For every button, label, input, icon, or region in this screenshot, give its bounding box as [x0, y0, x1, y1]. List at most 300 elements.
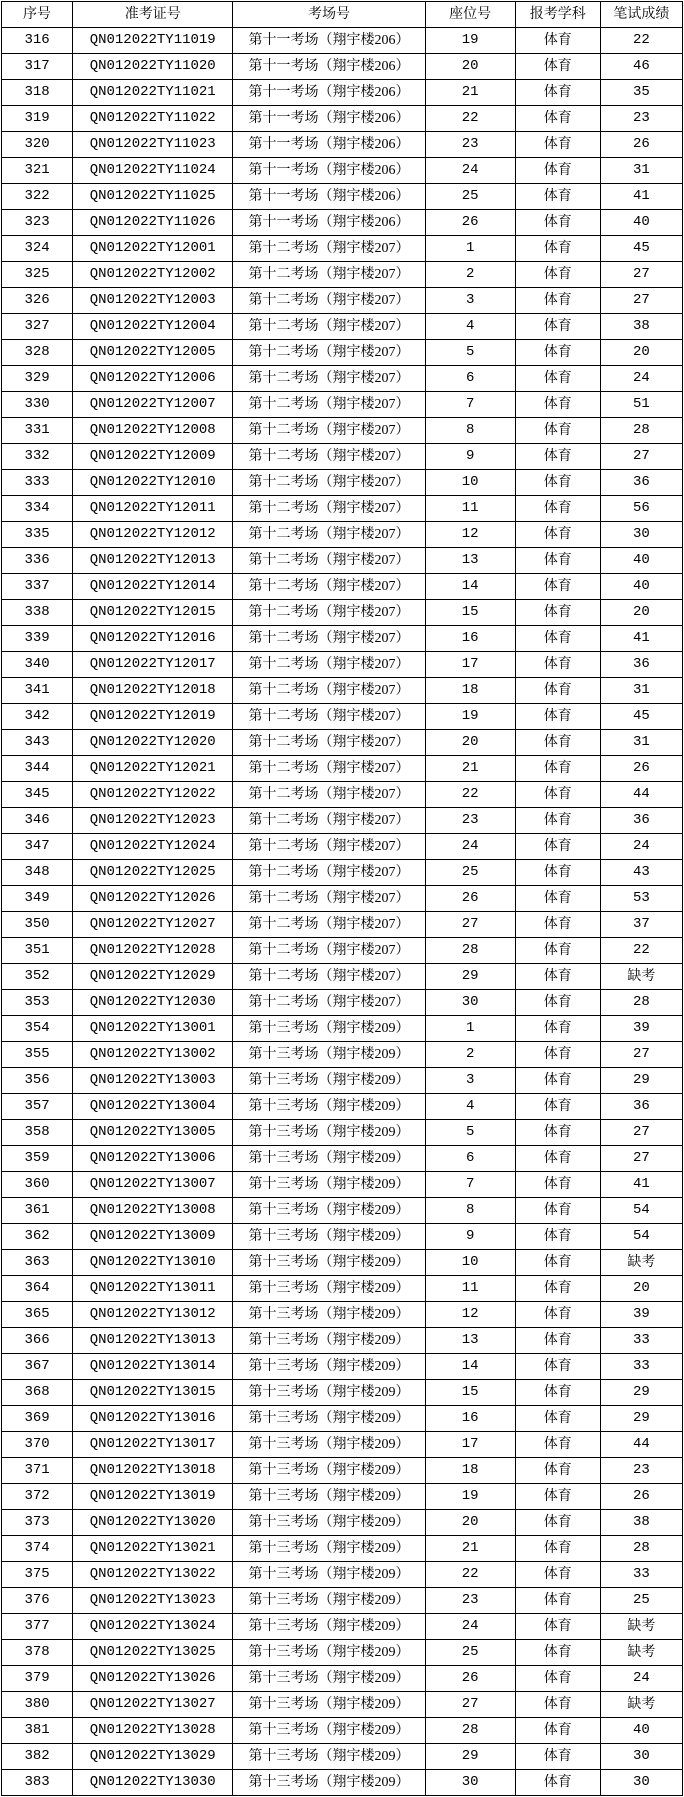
cell-ticket-number: QN012022TY12030 [73, 990, 233, 1016]
cell-subject: 体育 [515, 1042, 600, 1068]
cell-serial-number: 335 [2, 522, 73, 548]
cell-serial-number: 375 [2, 1562, 73, 1588]
cell-subject: 体育 [515, 808, 600, 834]
cell-seat-number: 27 [425, 912, 515, 938]
cell-seat-number: 8 [425, 418, 515, 444]
cell-seat-number: 20 [425, 54, 515, 80]
cell-subject: 体育 [515, 912, 600, 938]
cell-ticket-number: QN012022TY13026 [73, 1666, 233, 1692]
cell-subject: 体育 [515, 782, 600, 808]
cell-exam-room: 第十三考场（翔宇楼209） [233, 1640, 425, 1666]
cell-written-score: 缺考 [600, 1250, 682, 1276]
cell-ticket-number: QN012022TY12017 [73, 652, 233, 678]
cell-subject: 体育 [515, 1172, 600, 1198]
cell-seat-number: 22 [425, 106, 515, 132]
cell-exam-room: 第十一考场（翔宇楼206） [233, 28, 425, 54]
cell-subject: 体育 [515, 704, 600, 730]
table-body [2, 28, 683, 1796]
table-row [2, 1510, 683, 1536]
cell-subject: 体育 [515, 652, 600, 678]
cell-written-score: 缺考 [600, 1692, 682, 1718]
cell-subject: 体育 [515, 1692, 600, 1718]
cell-written-score: 56 [600, 496, 682, 522]
table-row [2, 80, 683, 106]
cell-written-score: 39 [600, 1302, 682, 1328]
cell-seat-number: 25 [425, 860, 515, 886]
table-row [2, 548, 683, 574]
table-row [2, 1068, 683, 1094]
cell-ticket-number: QN012022TY12008 [73, 418, 233, 444]
cell-ticket-number: QN012022TY12010 [73, 470, 233, 496]
cell-subject: 体育 [515, 1614, 600, 1640]
cell-written-score: 53 [600, 886, 682, 912]
cell-ticket-number: QN012022TY12003 [73, 288, 233, 314]
cell-ticket-number: QN012022TY13021 [73, 1536, 233, 1562]
cell-serial-number: 383 [2, 1770, 73, 1796]
cell-written-score: 24 [600, 834, 682, 860]
cell-subject: 体育 [515, 1146, 600, 1172]
table-row [2, 1198, 683, 1224]
cell-subject: 体育 [515, 340, 600, 366]
cell-ticket-number: QN012022TY12016 [73, 626, 233, 652]
cell-exam-room: 第十三考场（翔宇楼209） [233, 1380, 425, 1406]
col-header-serial: 序号 [2, 2, 73, 28]
cell-subject: 体育 [515, 678, 600, 704]
cell-serial-number: 355 [2, 1042, 73, 1068]
cell-serial-number: 381 [2, 1718, 73, 1744]
cell-serial-number: 359 [2, 1146, 73, 1172]
cell-serial-number: 332 [2, 444, 73, 470]
cell-subject: 体育 [515, 964, 600, 990]
table-row [2, 210, 683, 236]
table-row [2, 808, 683, 834]
cell-serial-number: 348 [2, 860, 73, 886]
cell-written-score: 31 [600, 730, 682, 756]
cell-subject: 体育 [515, 1250, 600, 1276]
cell-exam-room: 第十三考场（翔宇楼209） [233, 1094, 425, 1120]
cell-subject: 体育 [515, 366, 600, 392]
header-row [2, 2, 683, 28]
cell-serial-number: 326 [2, 288, 73, 314]
cell-exam-room: 第十二考场（翔宇楼207） [233, 834, 425, 860]
cell-ticket-number: QN012022TY12025 [73, 860, 233, 886]
cell-written-score: 31 [600, 678, 682, 704]
cell-written-score: 51 [600, 392, 682, 418]
cell-ticket-number: QN012022TY13009 [73, 1224, 233, 1250]
table-row [2, 444, 683, 470]
cell-serial-number: 337 [2, 574, 73, 600]
table-header [2, 2, 683, 28]
cell-serial-number: 368 [2, 1380, 73, 1406]
cell-written-score: 29 [600, 1068, 682, 1094]
table-row [2, 54, 683, 80]
cell-ticket-number: QN012022TY13016 [73, 1406, 233, 1432]
cell-ticket-number: QN012022TY13015 [73, 1380, 233, 1406]
cell-serial-number: 363 [2, 1250, 73, 1276]
cell-seat-number: 3 [425, 288, 515, 314]
cell-seat-number: 24 [425, 834, 515, 860]
cell-ticket-number: QN012022TY12024 [73, 834, 233, 860]
cell-seat-number: 11 [425, 1276, 515, 1302]
cell-exam-room: 第十二考场（翔宇楼207） [233, 860, 425, 886]
cell-subject: 体育 [515, 1198, 600, 1224]
cell-serial-number: 333 [2, 470, 73, 496]
cell-ticket-number: QN012022TY13020 [73, 1510, 233, 1536]
cell-written-score: 44 [600, 1432, 682, 1458]
cell-seat-number: 16 [425, 626, 515, 652]
cell-written-score: 28 [600, 418, 682, 444]
cell-seat-number: 19 [425, 1484, 515, 1510]
cell-exam-room: 第十三考场（翔宇楼209） [233, 1484, 425, 1510]
cell-written-score: 54 [600, 1198, 682, 1224]
cell-exam-room: 第十三考场（翔宇楼209） [233, 1536, 425, 1562]
cell-seat-number: 20 [425, 730, 515, 756]
cell-ticket-number: QN012022TY12028 [73, 938, 233, 964]
cell-exam-room: 第十三考场（翔宇楼209） [233, 1068, 425, 1094]
table-row [2, 236, 683, 262]
cell-subject: 体育 [515, 1510, 600, 1536]
table-row [2, 366, 683, 392]
exam-score-table [1, 1, 683, 1796]
cell-exam-room: 第十三考场（翔宇楼209） [233, 1718, 425, 1744]
cell-exam-room: 第十二考场（翔宇楼207） [233, 366, 425, 392]
cell-ticket-number: QN012022TY13028 [73, 1718, 233, 1744]
cell-serial-number: 319 [2, 106, 73, 132]
cell-ticket-number: QN012022TY12018 [73, 678, 233, 704]
cell-exam-room: 第十三考场（翔宇楼209） [233, 1744, 425, 1770]
cell-serial-number: 362 [2, 1224, 73, 1250]
cell-written-score: 45 [600, 236, 682, 262]
cell-serial-number: 318 [2, 80, 73, 106]
cell-written-score: 30 [600, 1744, 682, 1770]
cell-exam-room: 第十三考场（翔宇楼209） [233, 1406, 425, 1432]
cell-subject: 体育 [515, 80, 600, 106]
cell-exam-room: 第十一考场（翔宇楼206） [233, 184, 425, 210]
cell-written-score: 39 [600, 1016, 682, 1042]
cell-subject: 体育 [515, 184, 600, 210]
cell-ticket-number: QN012022TY12005 [73, 340, 233, 366]
cell-seat-number: 14 [425, 1354, 515, 1380]
cell-seat-number: 26 [425, 210, 515, 236]
cell-subject: 体育 [515, 1224, 600, 1250]
cell-seat-number: 24 [425, 158, 515, 184]
cell-ticket-number: QN012022TY13010 [73, 1250, 233, 1276]
table-row [2, 1094, 683, 1120]
table-row [2, 1224, 683, 1250]
cell-exam-room: 第十三考场（翔宇楼209） [233, 1302, 425, 1328]
cell-seat-number: 17 [425, 652, 515, 678]
cell-serial-number: 350 [2, 912, 73, 938]
cell-seat-number: 5 [425, 1120, 515, 1146]
cell-exam-room: 第十二考场（翔宇楼207） [233, 236, 425, 262]
cell-seat-number: 4 [425, 1094, 515, 1120]
cell-written-score: 30 [600, 522, 682, 548]
cell-exam-room: 第十二考场（翔宇楼207） [233, 652, 425, 678]
cell-subject: 体育 [515, 236, 600, 262]
cell-written-score: 30 [600, 1770, 682, 1796]
cell-exam-room: 第十三考场（翔宇楼209） [233, 1042, 425, 1068]
cell-exam-room: 第十二考场（翔宇楼207） [233, 678, 425, 704]
cell-exam-room: 第十二考场（翔宇楼207） [233, 704, 425, 730]
cell-serial-number: 377 [2, 1614, 73, 1640]
cell-written-score: 36 [600, 652, 682, 678]
cell-exam-room: 第十二考场（翔宇楼207） [233, 314, 425, 340]
cell-exam-room: 第十一考场（翔宇楼206） [233, 210, 425, 236]
table-row [2, 1042, 683, 1068]
cell-subject: 体育 [515, 1770, 600, 1796]
cell-subject: 体育 [515, 28, 600, 54]
table-row [2, 964, 683, 990]
cell-exam-room: 第十三考场（翔宇楼209） [233, 1276, 425, 1302]
cell-exam-room: 第十二考场（翔宇楼207） [233, 470, 425, 496]
cell-ticket-number: QN012022TY11019 [73, 28, 233, 54]
cell-seat-number: 30 [425, 1770, 515, 1796]
table-row [2, 860, 683, 886]
cell-serial-number: 361 [2, 1198, 73, 1224]
cell-subject: 体育 [515, 1120, 600, 1146]
cell-subject: 体育 [515, 756, 600, 782]
table-row [2, 1172, 683, 1198]
cell-subject: 体育 [515, 288, 600, 314]
cell-serial-number: 317 [2, 54, 73, 80]
cell-written-score: 33 [600, 1328, 682, 1354]
cell-ticket-number: QN012022TY13011 [73, 1276, 233, 1302]
table-row [2, 574, 683, 600]
cell-seat-number: 9 [425, 1224, 515, 1250]
table-row [2, 106, 683, 132]
cell-ticket-number: QN012022TY12004 [73, 314, 233, 340]
cell-written-score: 27 [600, 262, 682, 288]
table-row [2, 600, 683, 626]
cell-written-score: 27 [600, 1120, 682, 1146]
cell-ticket-number: QN012022TY13018 [73, 1458, 233, 1484]
cell-subject: 体育 [515, 1666, 600, 1692]
cell-ticket-number: QN012022TY13022 [73, 1562, 233, 1588]
cell-serial-number: 341 [2, 678, 73, 704]
cell-serial-number: 372 [2, 1484, 73, 1510]
cell-serial-number: 347 [2, 834, 73, 860]
cell-exam-room: 第十二考场（翔宇楼207） [233, 288, 425, 314]
table-row [2, 756, 683, 782]
cell-exam-room: 第十一考场（翔宇楼206） [233, 80, 425, 106]
cell-subject: 体育 [515, 1640, 600, 1666]
cell-exam-room: 第十一考场（翔宇楼206） [233, 106, 425, 132]
cell-serial-number: 322 [2, 184, 73, 210]
cell-subject: 体育 [515, 1068, 600, 1094]
cell-subject: 体育 [515, 1328, 600, 1354]
cell-subject: 体育 [515, 1744, 600, 1770]
cell-written-score: 20 [600, 340, 682, 366]
cell-subject: 体育 [515, 1562, 600, 1588]
cell-serial-number: 358 [2, 1120, 73, 1146]
cell-seat-number: 12 [425, 522, 515, 548]
table-row [2, 912, 683, 938]
cell-subject: 体育 [515, 1484, 600, 1510]
cell-ticket-number: QN012022TY12007 [73, 392, 233, 418]
cell-subject: 体育 [515, 392, 600, 418]
cell-seat-number: 25 [425, 1640, 515, 1666]
cell-exam-room: 第十一考场（翔宇楼206） [233, 132, 425, 158]
cell-exam-room: 第十二考场（翔宇楼207） [233, 340, 425, 366]
cell-seat-number: 1 [425, 1016, 515, 1042]
cell-exam-room: 第十三考场（翔宇楼209） [233, 1354, 425, 1380]
cell-subject: 体育 [515, 262, 600, 288]
cell-subject: 体育 [515, 1094, 600, 1120]
cell-seat-number: 14 [425, 574, 515, 600]
table-row [2, 1276, 683, 1302]
cell-written-score: 26 [600, 1484, 682, 1510]
cell-exam-room: 第十二考场（翔宇楼207） [233, 444, 425, 470]
cell-seat-number: 11 [425, 496, 515, 522]
table-row [2, 1614, 683, 1640]
col-header-written-score: 笔试成绩 [600, 2, 682, 28]
cell-written-score: 24 [600, 1666, 682, 1692]
cell-subject: 体育 [515, 210, 600, 236]
cell-ticket-number: QN012022TY12027 [73, 912, 233, 938]
cell-ticket-number: QN012022TY13014 [73, 1354, 233, 1380]
cell-subject: 体育 [515, 314, 600, 340]
cell-written-score: 41 [600, 184, 682, 210]
cell-exam-room: 第十二考场（翔宇楼207） [233, 262, 425, 288]
cell-seat-number: 20 [425, 1510, 515, 1536]
cell-seat-number: 6 [425, 366, 515, 392]
cell-ticket-number: QN012022TY12002 [73, 262, 233, 288]
cell-seat-number: 4 [425, 314, 515, 340]
cell-seat-number: 7 [425, 1172, 515, 1198]
cell-serial-number: 367 [2, 1354, 73, 1380]
cell-exam-room: 第十二考场（翔宇楼207） [233, 912, 425, 938]
cell-seat-number: 29 [425, 1744, 515, 1770]
table-row [2, 1484, 683, 1510]
cell-serial-number: 364 [2, 1276, 73, 1302]
cell-exam-room: 第十二考场（翔宇楼207） [233, 600, 425, 626]
table-row [2, 1640, 683, 1666]
cell-exam-room: 第十二考场（翔宇楼207） [233, 730, 425, 756]
cell-seat-number: 21 [425, 1536, 515, 1562]
cell-subject: 体育 [515, 834, 600, 860]
cell-written-score: 41 [600, 1172, 682, 1198]
table-row [2, 990, 683, 1016]
cell-ticket-number: QN012022TY13019 [73, 1484, 233, 1510]
cell-exam-room: 第十三考场（翔宇楼209） [233, 1172, 425, 1198]
cell-serial-number: 342 [2, 704, 73, 730]
cell-seat-number: 6 [425, 1146, 515, 1172]
cell-exam-room: 第十三考场（翔宇楼209） [233, 1562, 425, 1588]
cell-written-score: 23 [600, 106, 682, 132]
cell-subject: 体育 [515, 1536, 600, 1562]
cell-subject: 体育 [515, 1016, 600, 1042]
table-row [2, 1692, 683, 1718]
col-header-subject: 报考学科 [515, 2, 600, 28]
cell-written-score: 40 [600, 574, 682, 600]
cell-subject: 体育 [515, 54, 600, 80]
cell-exam-room: 第十三考场（翔宇楼209） [233, 1666, 425, 1692]
table-row [2, 1562, 683, 1588]
cell-seat-number: 18 [425, 678, 515, 704]
cell-exam-room: 第十二考场（翔宇楼207） [233, 548, 425, 574]
cell-serial-number: 360 [2, 1172, 73, 1198]
cell-ticket-number: QN012022TY13008 [73, 1198, 233, 1224]
table-row [2, 1146, 683, 1172]
cell-ticket-number: QN012022TY13006 [73, 1146, 233, 1172]
cell-written-score: 26 [600, 756, 682, 782]
cell-serial-number: 376 [2, 1588, 73, 1614]
cell-serial-number: 323 [2, 210, 73, 236]
col-header-ticket-number: 准考证号 [73, 2, 233, 28]
cell-subject: 体育 [515, 470, 600, 496]
cell-serial-number: 382 [2, 1744, 73, 1770]
cell-serial-number: 343 [2, 730, 73, 756]
cell-written-score: 20 [600, 600, 682, 626]
cell-exam-room: 第十二考场（翔宇楼207） [233, 522, 425, 548]
table-row [2, 834, 683, 860]
cell-subject: 体育 [515, 444, 600, 470]
table-row [2, 1354, 683, 1380]
table-row [2, 1744, 683, 1770]
table-row [2, 314, 683, 340]
cell-written-score: 45 [600, 704, 682, 730]
table-row [2, 730, 683, 756]
cell-written-score: 41 [600, 626, 682, 652]
cell-serial-number: 374 [2, 1536, 73, 1562]
cell-seat-number: 29 [425, 964, 515, 990]
cell-exam-room: 第十二考场（翔宇楼207） [233, 938, 425, 964]
cell-written-score: 27 [600, 444, 682, 470]
cell-written-score: 40 [600, 1718, 682, 1744]
cell-subject: 体育 [515, 106, 600, 132]
cell-exam-room: 第十二考场（翔宇楼207） [233, 990, 425, 1016]
col-header-seat-number: 座位号 [425, 2, 515, 28]
table-row [2, 1718, 683, 1744]
cell-ticket-number: QN012022TY13027 [73, 1692, 233, 1718]
cell-exam-room: 第十一考场（翔宇楼206） [233, 54, 425, 80]
cell-exam-room: 第十三考场（翔宇楼209） [233, 1146, 425, 1172]
cell-ticket-number: QN012022TY12009 [73, 444, 233, 470]
cell-subject: 体育 [515, 1354, 600, 1380]
cell-exam-room: 第十三考场（翔宇楼209） [233, 1770, 425, 1796]
cell-written-score: 44 [600, 782, 682, 808]
cell-seat-number: 28 [425, 938, 515, 964]
cell-serial-number: 378 [2, 1640, 73, 1666]
cell-serial-number: 331 [2, 418, 73, 444]
cell-seat-number: 26 [425, 1666, 515, 1692]
cell-exam-room: 第十二考场（翔宇楼207） [233, 574, 425, 600]
cell-ticket-number: QN012022TY13029 [73, 1744, 233, 1770]
table-row [2, 1770, 683, 1796]
table-row [2, 1406, 683, 1432]
table-row [2, 418, 683, 444]
cell-ticket-number: QN012022TY12029 [73, 964, 233, 990]
cell-exam-room: 第十二考场（翔宇楼207） [233, 496, 425, 522]
cell-serial-number: 334 [2, 496, 73, 522]
cell-subject: 体育 [515, 1380, 600, 1406]
cell-serial-number: 328 [2, 340, 73, 366]
cell-seat-number: 1 [425, 236, 515, 262]
cell-seat-number: 16 [425, 1406, 515, 1432]
cell-written-score: 27 [600, 1042, 682, 1068]
cell-written-score: 28 [600, 990, 682, 1016]
cell-serial-number: 327 [2, 314, 73, 340]
table-row [2, 652, 683, 678]
cell-subject: 体育 [515, 1432, 600, 1458]
cell-written-score: 22 [600, 28, 682, 54]
cell-seat-number: 30 [425, 990, 515, 1016]
cell-seat-number: 7 [425, 392, 515, 418]
cell-serial-number: 316 [2, 28, 73, 54]
table-row [2, 1250, 683, 1276]
cell-written-score: 28 [600, 1536, 682, 1562]
cell-exam-room: 第十二考场（翔宇楼207） [233, 418, 425, 444]
